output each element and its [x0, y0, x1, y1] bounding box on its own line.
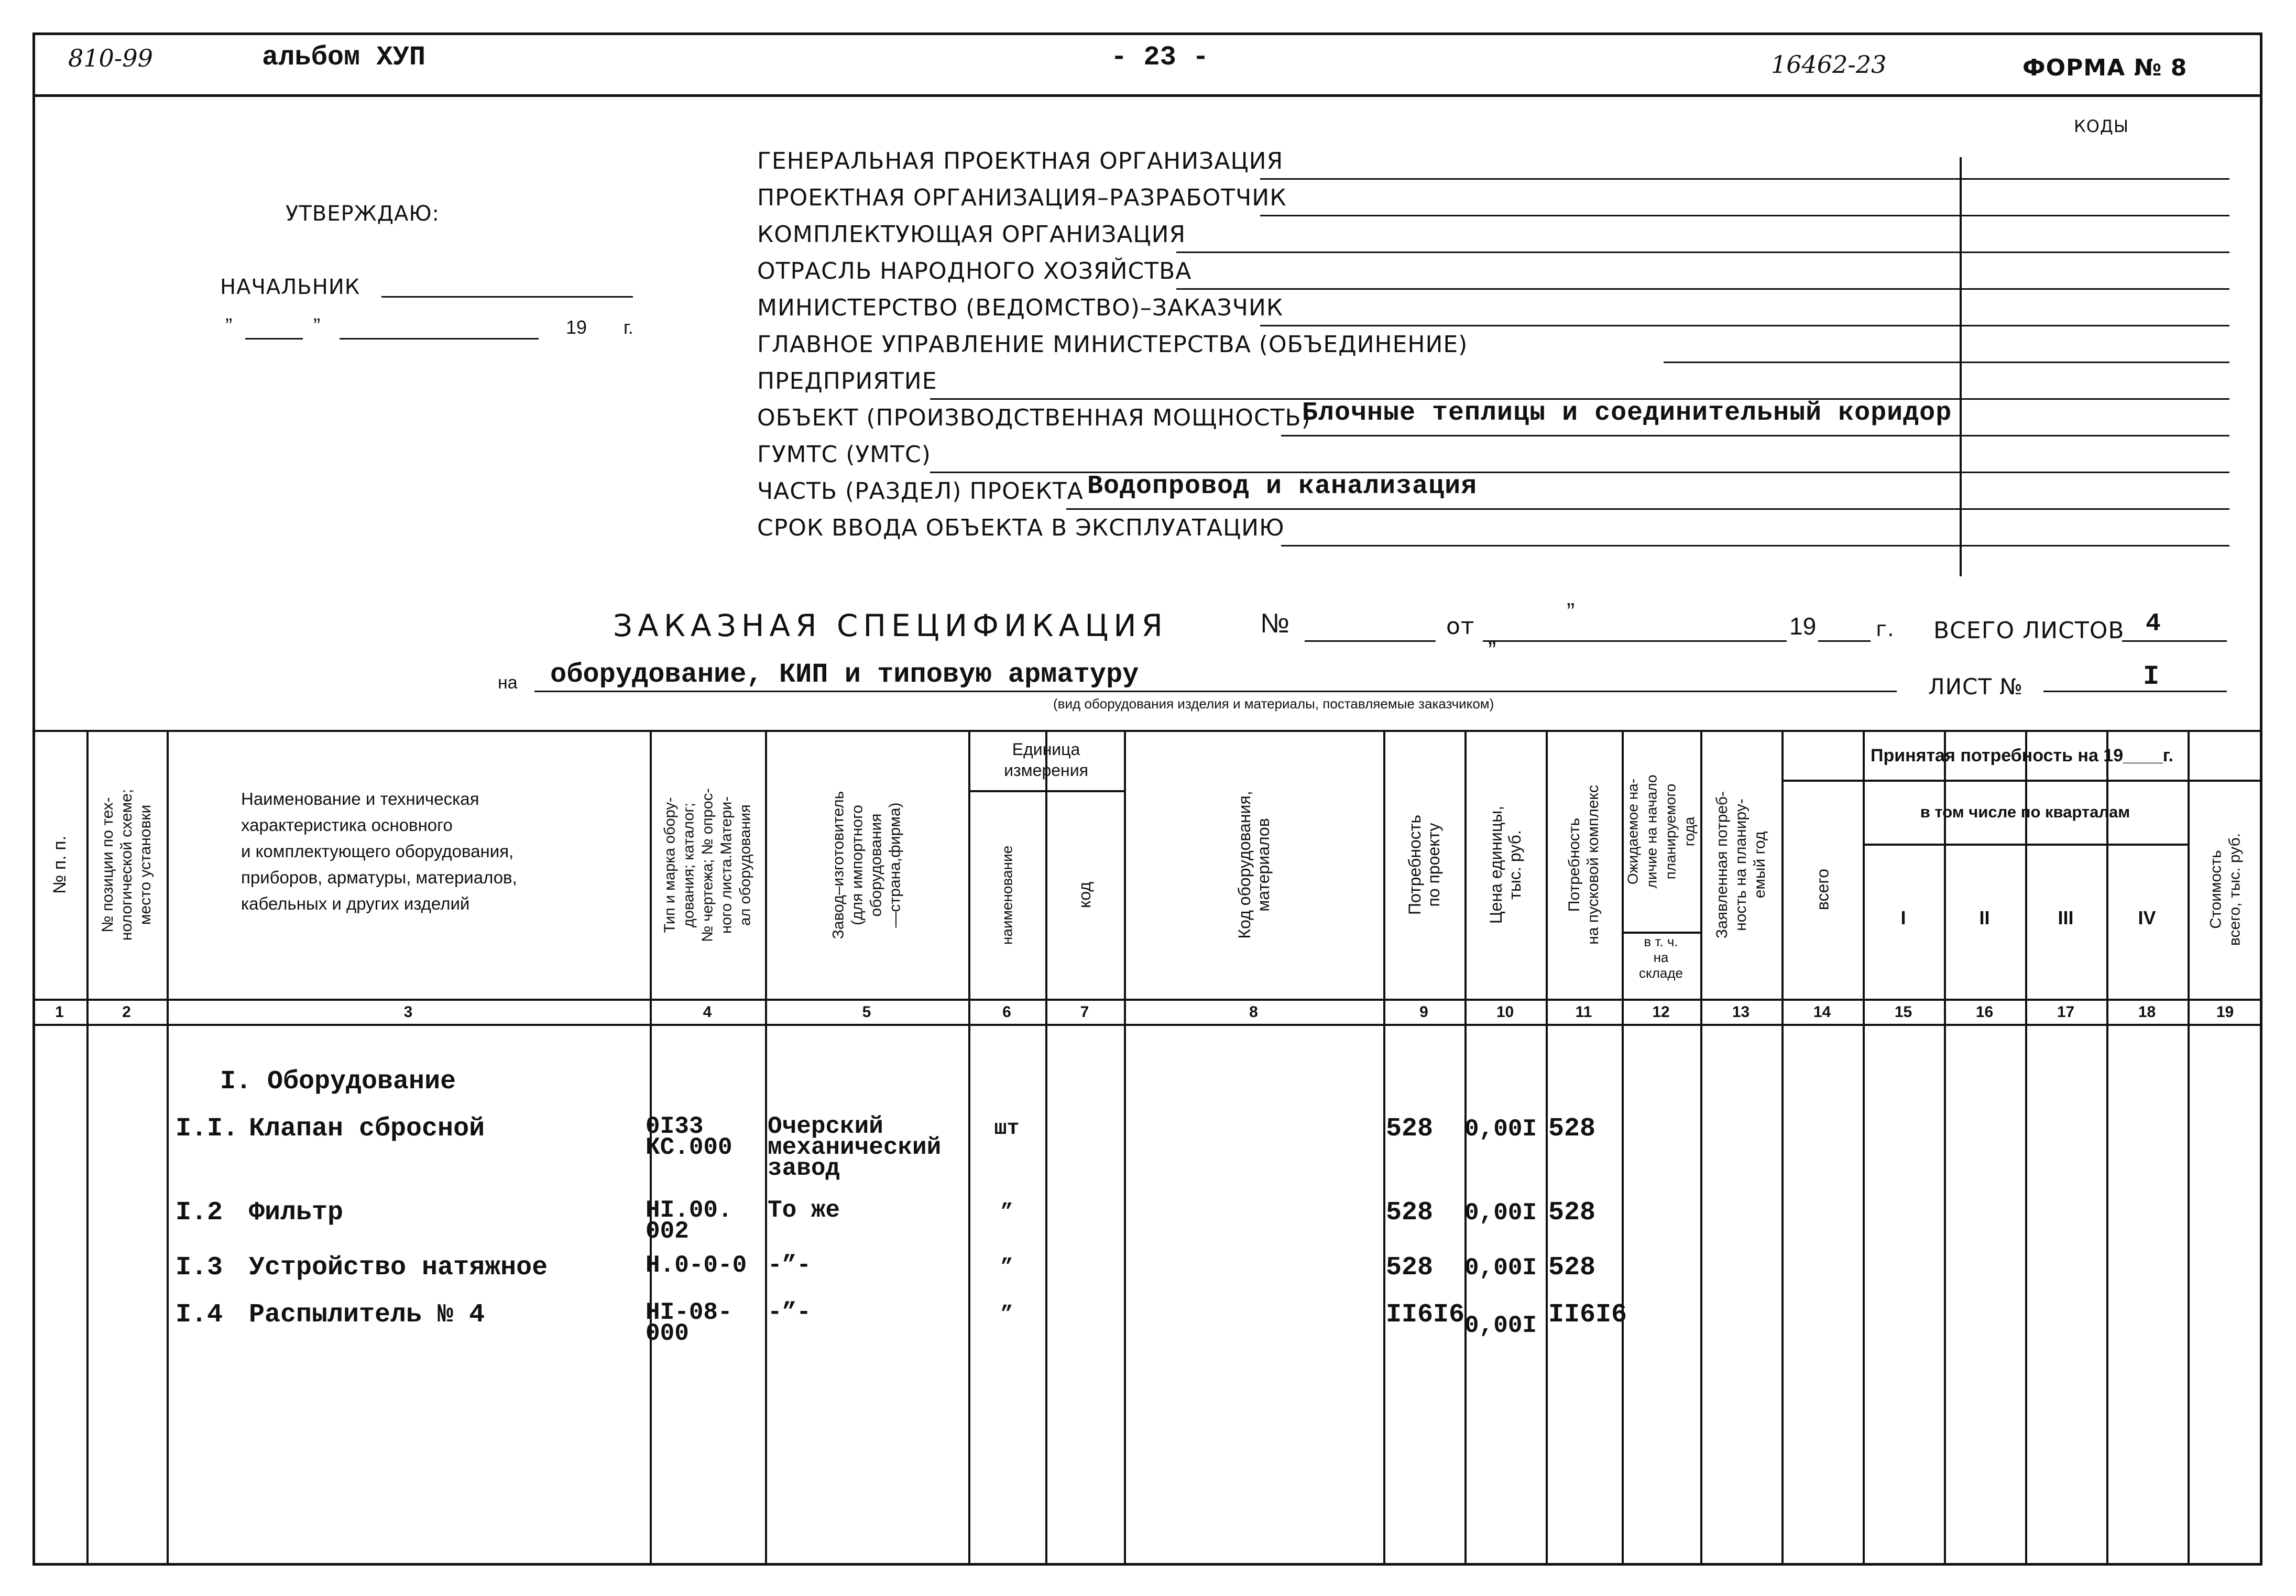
header-type-mark: Тип и марка обору- дования; каталог; № чертежа; № опрос- ного листа.Матери- ал оборудования	[661, 788, 753, 942]
spec-year-suffix: г.	[1876, 617, 1895, 641]
album-label: альбом ХУП	[262, 42, 426, 73]
column-number: 15	[1894, 1003, 1912, 1021]
row-item-need: 528	[1386, 1253, 1434, 1283]
header-project-need: Потребность по проекту	[1405, 814, 1443, 915]
column-number: 18	[2138, 1003, 2156, 1021]
spec-no-label: №	[1260, 608, 1289, 639]
row-item-maker: То же	[768, 1197, 840, 1224]
row-item-name: Устройство натяжное	[249, 1253, 548, 1283]
chief-signature-line	[381, 296, 633, 298]
org-field-label: ОТРАСЛЬ НАРОДНОГО ХОЗЯЙСТВА	[757, 258, 1192, 285]
chief-label: НАЧАЛЬНИК	[220, 275, 360, 299]
header-launch-need: Потребность на пусковой комплекс	[1565, 785, 1602, 945]
row-item-launch: 528	[1548, 1253, 1596, 1283]
sheet-line	[2043, 691, 2227, 692]
header-total: всего	[1812, 868, 1832, 910]
column-number: 19	[2216, 1003, 2234, 1021]
date-year-suffix: г.	[624, 316, 633, 338]
codes-label: КОДЫ	[2074, 116, 2129, 136]
row-item-type: 000	[646, 1320, 689, 1347]
org-field-row	[757, 441, 2229, 478]
header-name: Наименование и техническая характеристика основного и комплектующего оборудования, приборов, арматуры, материалов, кабельных и других изделий	[241, 789, 517, 913]
column-number: 17	[2057, 1003, 2075, 1021]
date-month-line	[340, 338, 539, 340]
column-number: 3	[403, 1003, 413, 1021]
column-divider	[1863, 731, 1865, 1564]
date-quote-open: ”	[225, 314, 233, 337]
row-item-unit: ”	[1000, 1201, 1013, 1225]
org-field-row	[757, 148, 2229, 184]
row-item-need: II6I6	[1386, 1300, 1465, 1330]
column-number: 16	[1975, 1003, 1994, 1021]
org-field-label: ПРЕДПРИЯТИЕ	[757, 368, 937, 395]
org-field-row	[757, 294, 2229, 331]
date-quote-close: ”	[313, 314, 321, 337]
row-item-number: I.I.	[176, 1114, 239, 1144]
column-number: 13	[1732, 1003, 1750, 1021]
org-field-label: ПРОЕКТНАЯ ОРГАНИЗАЦИЯ–РАЗРАБОТЧИК	[757, 184, 1287, 211]
row-item-unit: ”	[1000, 1256, 1013, 1280]
header-position: № позиции по тех- нологической схеме; место установки	[99, 789, 154, 941]
org-field-line	[1260, 215, 2229, 216]
spec-subject: оборудование, КИП и типовую арматуру	[550, 659, 1139, 690]
doc-number-right: 16462-23	[1771, 50, 1887, 79]
org-field-label: ГУМТС (УМТС)	[757, 441, 931, 468]
spec-quote-open: ”	[1567, 598, 1575, 625]
column-number: 10	[1496, 1003, 1514, 1021]
column-number: 9	[1419, 1003, 1428, 1021]
spec-quote-close: ”	[1488, 637, 1496, 664]
header-quarter-1: I	[1900, 907, 1906, 928]
form-label: ФОРМА № 8	[2022, 54, 2188, 81]
row-item-maker: -”-	[768, 1299, 811, 1326]
row-item-name: Клапан сбросной	[249, 1114, 485, 1144]
total-sheets-line	[2122, 640, 2227, 642]
org-field-label: КОМПЛЕКТУЮЩАЯ ОРГАНИЗАЦИЯ	[757, 221, 1186, 248]
row-item-type: НI.00.	[646, 1197, 732, 1224]
row-item-number: I.3	[176, 1253, 223, 1283]
row-item-price: 0,00I	[1464, 1116, 1537, 1143]
header-row-number: № п. п.	[49, 835, 70, 894]
header-declared: Заявленная потреб- ность на планиру- емый год	[1713, 791, 1768, 939]
spec-from-label: от	[1446, 613, 1475, 640]
total-sheets-label: ВСЕГО ЛИСТОВ	[1933, 617, 2125, 644]
spec-year-line	[1818, 640, 1871, 642]
quarters-subheader-line	[1863, 844, 2188, 846]
header-cost: Стоимость всего, тыс. руб.	[2206, 833, 2243, 946]
header-unit-name: наименование	[998, 845, 1015, 945]
org-field-row	[757, 398, 2229, 441]
column-number: 11	[1575, 1003, 1592, 1021]
date-year-prefix: 19	[566, 316, 587, 338]
header-quarter-2: II	[1979, 907, 1990, 928]
header-quarter-4: IV	[2138, 907, 2156, 928]
org-field-label: ЧАСТЬ (РАЗДЕЛ) ПРОЕКТА	[757, 478, 1084, 505]
header-quarter-3: III	[2058, 907, 2074, 928]
row-item-launch: 528	[1548, 1114, 1596, 1144]
header-accepted: Принятая потребность на 19____г.	[1871, 746, 2173, 766]
org-field-row	[757, 221, 2229, 258]
row-item-type: НI-08-	[646, 1299, 732, 1326]
column-divider	[2106, 731, 2108, 1564]
row-item-name: Фильтр	[249, 1198, 344, 1228]
column-number: 12	[1652, 1003, 1670, 1021]
row-item-name: Распылитель № 4	[249, 1300, 485, 1330]
row-item-unit: шт	[994, 1117, 1020, 1141]
column-number: 6	[1002, 1003, 1011, 1021]
org-field-line	[1176, 288, 2229, 290]
total-sheets-value: 4	[2146, 610, 2161, 638]
row-section-title: I. Оборудование	[220, 1067, 456, 1097]
row-item-type: КС.000	[646, 1134, 732, 1161]
row-item-type: 0I33	[646, 1113, 704, 1140]
row-item-type: 002	[646, 1218, 689, 1245]
page-number: - 23 -	[1111, 42, 1209, 73]
sheet-label: ЛИСТ №	[1928, 674, 2024, 699]
column-number: 5	[862, 1003, 871, 1021]
date-day-line	[245, 338, 303, 340]
header-divider	[32, 94, 2262, 97]
approve-label: УТВЕРЖДАЮ:	[286, 202, 440, 226]
column-number: 4	[703, 1003, 712, 1021]
org-field-row	[757, 515, 2229, 551]
org-field-row	[757, 331, 2229, 368]
row-item-type: Н.0-0-0	[646, 1252, 747, 1279]
column-divider	[2025, 731, 2027, 1564]
row-item-need: 528	[1386, 1198, 1434, 1228]
column-number: 2	[122, 1003, 131, 1021]
row-item-maker: -”-	[768, 1252, 811, 1279]
column-number: 1	[55, 1003, 64, 1021]
spec-date-line	[1483, 640, 1787, 642]
org-field-line	[1260, 325, 2229, 326]
org-field-value: Водопровод и канализация	[1087, 472, 1478, 501]
row-item-price: 0,00I	[1464, 1312, 1537, 1339]
column-divider	[167, 731, 169, 1564]
spec-subject-note: (вид оборудования изделия и материалы, поставляемые заказчиком)	[1053, 696, 1494, 712]
row-item-launch: II6I6	[1548, 1300, 1627, 1330]
org-field-line	[1260, 178, 2229, 180]
header-unit-code: код	[1075, 881, 1094, 909]
row-item-price: 0,00I	[1464, 1254, 1537, 1282]
row-item-number: I.4	[176, 1300, 223, 1330]
row-item-launch: 528	[1548, 1198, 1596, 1228]
org-field-line	[1066, 508, 2229, 510]
row-item-price: 0,00I	[1464, 1199, 1537, 1227]
header-in-stock: в т. ч. на складе	[1639, 934, 1683, 981]
header-manufacturer: Завод–изготовитель (для импортного оборудования —страна,фирма)	[829, 791, 903, 939]
org-field-line	[1176, 252, 2229, 253]
header-unit-price: Цена единицы, тыс. руб.	[1486, 805, 1524, 924]
row-item-number: I.2	[176, 1198, 223, 1228]
row-item-maker: завод	[768, 1155, 840, 1182]
org-field-line	[1281, 435, 2229, 436]
header-unit: Единица измерения	[1004, 740, 1088, 780]
org-field-label: СРОК ВВОДА ОБЪЕКТА В ЭКСПЛУАТАЦИЮ	[757, 515, 1285, 541]
org-field-label: ОБЪЕКТ (ПРОИЗВОДСТВЕННАЯ МОЩНОСТЬ)	[757, 405, 1311, 431]
spec-year-prefix: 19	[1789, 613, 1817, 640]
org-field-label: ГЕНЕРАЛЬНАЯ ПРОЕКТНАЯ ОРГАНИЗАЦИЯ	[757, 148, 1284, 174]
org-field-row	[757, 258, 2229, 294]
row-item-maker: механический	[768, 1134, 942, 1161]
doc-number-left: 810-99	[68, 44, 153, 72]
sheet-value: I	[2143, 661, 2160, 692]
column-number: 8	[1249, 1003, 1258, 1021]
spec-title: ЗАКАЗНАЯ СПЕЦИФИКАЦИЯ	[613, 608, 1168, 643]
org-field-row	[757, 184, 2229, 221]
org-field-line	[1664, 362, 2229, 363]
spec-no-line	[1305, 640, 1436, 642]
org-field-label: ГЛАВНОЕ УПРАВЛЕНИЕ МИНИСТЕРСТВА (ОБЪЕДИНЕНИЕ)	[757, 331, 1468, 358]
column-number: 14	[1813, 1003, 1831, 1021]
column-number: 7	[1080, 1003, 1089, 1021]
header-quarters: в том числе по кварталам	[1920, 803, 2130, 821]
header-equipment-code: Код оборудования, материалов	[1234, 791, 1273, 939]
row-item-unit: ”	[1000, 1303, 1013, 1327]
org-field-value: Блочные теплицы и соединительный коридор	[1302, 398, 1952, 428]
org-field-line	[1281, 545, 2229, 546]
column-divider	[1944, 731, 1946, 1564]
header-expected: Ожидаемое на- личие на начало планируемого года	[1624, 774, 1697, 889]
row-item-maker: Очерский	[768, 1113, 883, 1140]
spec-on-label: на	[498, 673, 518, 693]
org-field-label: МИНИСТЕРСТВО (ВЕДОМСТВО)–ЗАКАЗЧИК	[757, 294, 1284, 321]
row-item-need: 528	[1386, 1114, 1434, 1144]
org-field-row	[757, 472, 2229, 515]
spec-subject-line	[534, 691, 1897, 692]
